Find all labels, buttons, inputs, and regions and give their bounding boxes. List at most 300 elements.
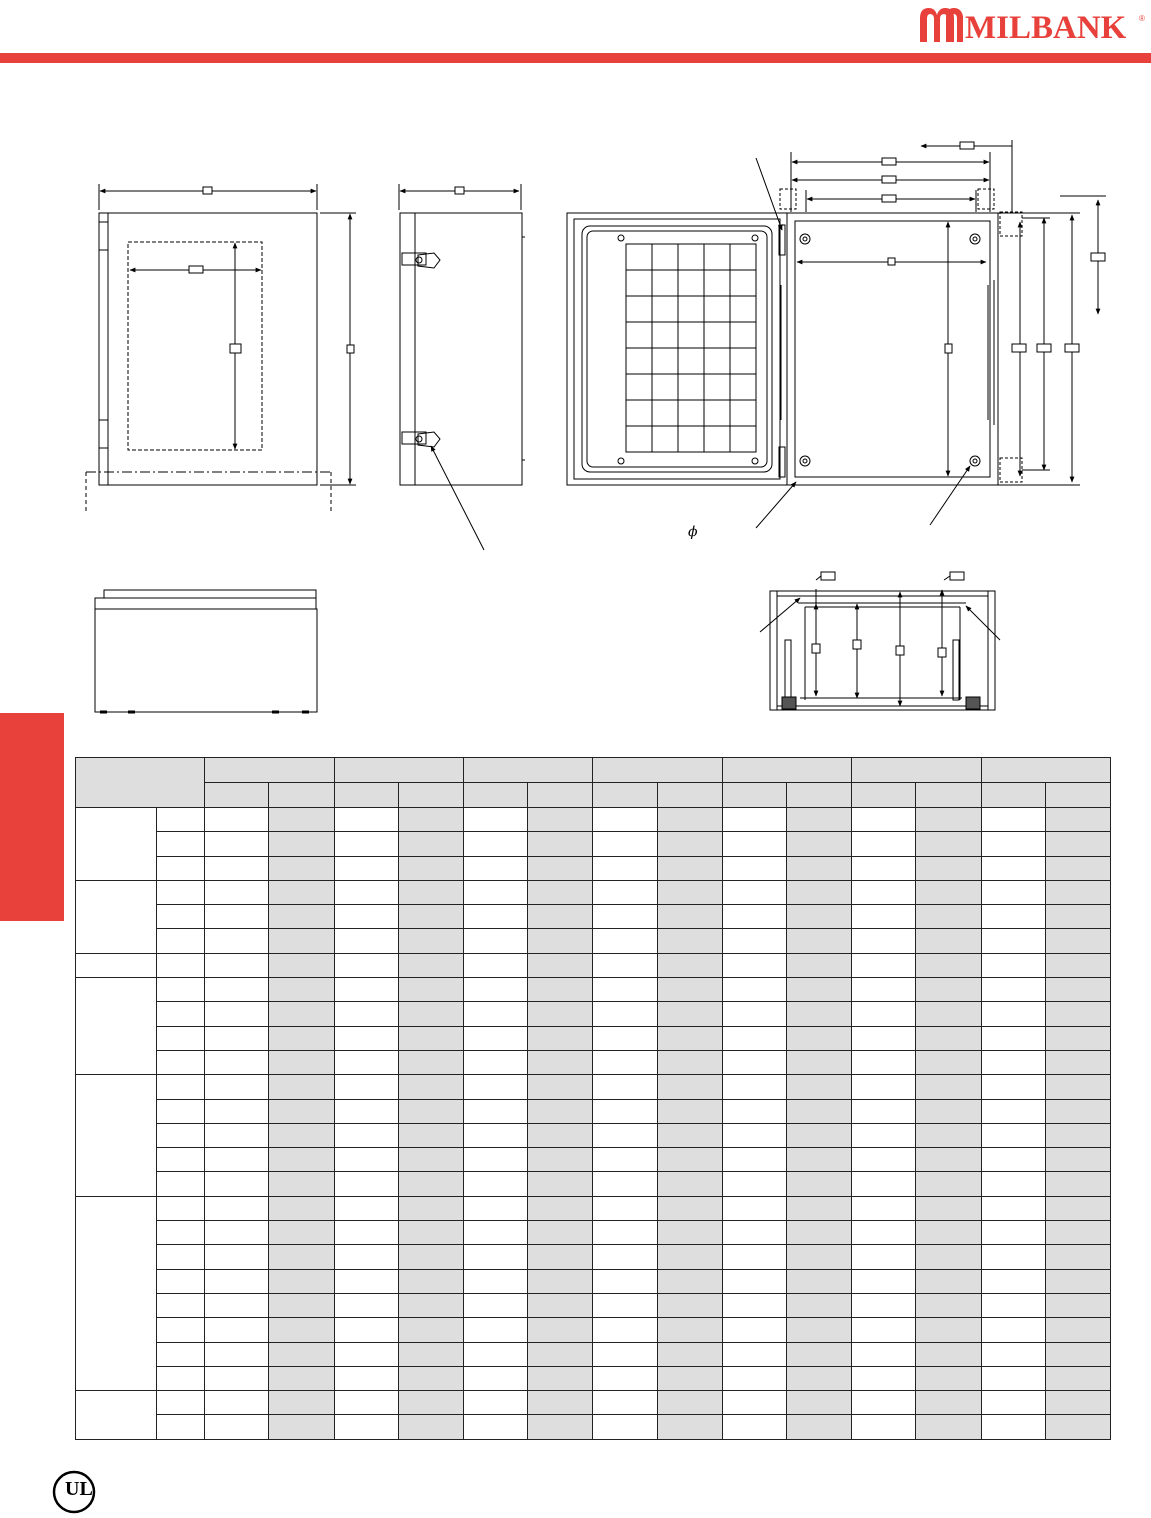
table-cell: [786, 1050, 851, 1074]
table-cell: [1045, 929, 1110, 953]
table-cell: [205, 808, 268, 832]
table-cell: [528, 1050, 593, 1074]
table-cell: [981, 1221, 1045, 1245]
section-tab: [0, 713, 64, 921]
table-cell: [1045, 1123, 1110, 1147]
row-label-cell: [157, 1318, 205, 1342]
table-cell: [528, 832, 593, 856]
table-cell: [786, 880, 851, 904]
table-cell: [786, 1002, 851, 1026]
table-cell: [657, 1269, 722, 1293]
table-cell: [981, 832, 1045, 856]
table-cell: [786, 1245, 851, 1269]
table-cell: [528, 978, 593, 1002]
table-cell: [657, 905, 722, 929]
table-cell: [268, 1415, 334, 1439]
table-cell: [786, 1148, 851, 1172]
table-cell: [916, 1245, 981, 1269]
table-header-row: [76, 758, 1111, 783]
ul-letter-u: UL: [65, 1478, 93, 1500]
table-cell: [916, 1148, 981, 1172]
table-cell: [334, 1342, 398, 1366]
table-cell: [205, 1148, 268, 1172]
table-cell: [722, 978, 786, 1002]
table-cell: [1045, 1196, 1110, 1220]
table-cell: [268, 978, 334, 1002]
table-cell: [916, 1099, 981, 1123]
table-cell: [593, 953, 657, 977]
table-cell: [398, 1415, 463, 1439]
table-cell: [268, 1172, 334, 1196]
table-cell: [593, 880, 657, 904]
table-row: [76, 1026, 1111, 1050]
row-label-cell: [157, 1245, 205, 1269]
table-cell: [398, 1148, 463, 1172]
table-row: [76, 1245, 1111, 1269]
table-cell: [981, 905, 1045, 929]
table-cell: [205, 856, 268, 880]
table-cell: [657, 1391, 722, 1415]
table-cell: [916, 929, 981, 953]
row-label-cell: [157, 929, 205, 953]
table-cell: [852, 1245, 916, 1269]
table-cell: [593, 1050, 657, 1074]
interior-view: [567, 140, 1106, 528]
table-cell: [398, 1391, 463, 1415]
table-cell: [722, 1172, 786, 1196]
table-cell: [981, 1318, 1045, 1342]
table-cell: [268, 1366, 334, 1390]
table-cell: [786, 1293, 851, 1317]
table-cell: [1045, 1221, 1110, 1245]
table-cell: [334, 856, 398, 880]
table-cell: [722, 832, 786, 856]
table-cell: [334, 1415, 398, 1439]
table-cell: [205, 1099, 268, 1123]
table-cell: [593, 1245, 657, 1269]
table-cell: [205, 1245, 268, 1269]
row-label-cell: [157, 1148, 205, 1172]
table-cell: [1045, 856, 1110, 880]
table-cell: [981, 856, 1045, 880]
table-row: [76, 1391, 1111, 1415]
table-cell: [916, 1026, 981, 1050]
table-cell: [205, 1342, 268, 1366]
table-cell: [657, 1099, 722, 1123]
table-cell: [1045, 978, 1110, 1002]
table-cell: [593, 1366, 657, 1390]
table-cell: [268, 1148, 334, 1172]
table-row: [76, 1148, 1111, 1172]
table-cell: [205, 1269, 268, 1293]
table-cell: [786, 1415, 851, 1439]
table-cell: [852, 1123, 916, 1147]
table-row: [76, 953, 1111, 977]
table-cell: [593, 808, 657, 832]
table-cell: [981, 1366, 1045, 1390]
table-cell: [205, 1415, 268, 1439]
table-cell: [593, 1391, 657, 1415]
table-cell: [268, 1342, 334, 1366]
table-cell: [268, 1196, 334, 1220]
column-subheader: [398, 783, 463, 808]
row-label-cell: [157, 880, 205, 904]
table-cell: [981, 1196, 1045, 1220]
table-cell: [722, 1366, 786, 1390]
table-cell: [852, 880, 916, 904]
table-row: [76, 1050, 1111, 1074]
table-cell: [464, 978, 528, 1002]
column-group-header: [464, 758, 593, 783]
table-cell: [398, 953, 463, 977]
table-cell: [916, 808, 981, 832]
table-cell: [657, 1196, 722, 1220]
table-cell: [657, 929, 722, 953]
table-row: [76, 978, 1111, 1002]
table-cell: [593, 1099, 657, 1123]
table-cell: [334, 1293, 398, 1317]
table-cell: [916, 1366, 981, 1390]
table-cell: [722, 1221, 786, 1245]
table-cell: [786, 1269, 851, 1293]
table-cell: [1045, 1391, 1110, 1415]
table-cell: [981, 1415, 1045, 1439]
table-cell: [722, 1391, 786, 1415]
table-row: [76, 1123, 1111, 1147]
table-cell: [205, 1026, 268, 1050]
table-cell: [722, 1099, 786, 1123]
table-cell: [464, 1318, 528, 1342]
table-cell: [593, 1002, 657, 1026]
table-cell: [722, 1245, 786, 1269]
table-cell: [852, 1002, 916, 1026]
table-cell: [916, 1318, 981, 1342]
table-cell: [722, 1123, 786, 1147]
table-cell: [334, 1196, 398, 1220]
table-cell: [852, 1196, 916, 1220]
table-cell: [657, 1075, 722, 1099]
table-cell: [268, 880, 334, 904]
table-cell: [786, 929, 851, 953]
column-subheader: [528, 783, 593, 808]
row-label-cell: [157, 1293, 205, 1317]
table-cell: [398, 1366, 463, 1390]
table-cell: [464, 1269, 528, 1293]
table-cell: [398, 1318, 463, 1342]
table-cell: [852, 929, 916, 953]
table-cell: [657, 1123, 722, 1147]
table-cell: [916, 1391, 981, 1415]
table-cell: [593, 1318, 657, 1342]
column-subheader: [205, 783, 268, 808]
table-row: [76, 1366, 1111, 1390]
table-cell: [334, 1050, 398, 1074]
column-subheader: [334, 783, 398, 808]
table-cell: [334, 1148, 398, 1172]
table-cell: [722, 1026, 786, 1050]
table-cell: [528, 1366, 593, 1390]
table-cell: [916, 856, 981, 880]
table-cell: [722, 880, 786, 904]
spec-table: [75, 757, 1111, 1440]
table-cell: [268, 832, 334, 856]
table-cell: [657, 1293, 722, 1317]
table-cell: [657, 880, 722, 904]
table-cell: [786, 1318, 851, 1342]
table-cell: [657, 1245, 722, 1269]
table-cell: [205, 1196, 268, 1220]
table-cell: [205, 880, 268, 904]
table-cell: [205, 1366, 268, 1390]
row-label-cell: [157, 1342, 205, 1366]
row-label-cell: [157, 1050, 205, 1074]
table-cell: [593, 1342, 657, 1366]
row-label-cell: [157, 1123, 205, 1147]
table-cell: [852, 1099, 916, 1123]
table-cell: [464, 1148, 528, 1172]
row-group-label-cell: [76, 1391, 157, 1440]
table-cell: [1045, 1245, 1110, 1269]
table-cell: [981, 1123, 1045, 1147]
table-row: [76, 880, 1111, 904]
table-cell: [334, 1172, 398, 1196]
table-cell: [722, 1196, 786, 1220]
column-subheader: [981, 783, 1045, 808]
table-cell: [657, 832, 722, 856]
table-cell: [528, 1269, 593, 1293]
table-cell: [786, 1026, 851, 1050]
table-cell: [205, 1002, 268, 1026]
row-label-cell: [157, 978, 205, 1002]
table-corner-cell: [76, 758, 205, 808]
table-cell: [1045, 953, 1110, 977]
table-cell: [981, 1099, 1045, 1123]
table-row: [76, 905, 1111, 929]
table-subheader-row: [76, 783, 1111, 808]
ul-listed-icon: [52, 1470, 96, 1514]
table-cell: [1045, 1172, 1110, 1196]
table-cell: [398, 1196, 463, 1220]
table-cell: [981, 1148, 1045, 1172]
table-cell: [205, 1172, 268, 1196]
table-cell: [981, 1342, 1045, 1366]
table-cell: [528, 1293, 593, 1317]
table-cell: [398, 1123, 463, 1147]
table-cell: [722, 856, 786, 880]
table-cell: [268, 1002, 334, 1026]
table-cell: [1045, 808, 1110, 832]
table-cell: [205, 1318, 268, 1342]
table-cell: [852, 1269, 916, 1293]
diameter-symbol: ϕ: [688, 524, 698, 540]
table-cell: [981, 1172, 1045, 1196]
table-cell: [398, 978, 463, 1002]
table-cell: [464, 1366, 528, 1390]
table-cell: [981, 978, 1045, 1002]
table-cell: [205, 1221, 268, 1245]
row-group-label-cell: [76, 1075, 157, 1196]
table-cell: [593, 1075, 657, 1099]
table-cell: [852, 1148, 916, 1172]
table-cell: [916, 1050, 981, 1074]
table-cell: [268, 1245, 334, 1269]
column-subheader: [852, 783, 916, 808]
table-cell: [528, 1099, 593, 1123]
table-row: [76, 1342, 1111, 1366]
column-subheader: [916, 783, 981, 808]
table-cell: [916, 905, 981, 929]
table-cell: [722, 929, 786, 953]
row-label-cell: [157, 808, 205, 832]
table-cell: [786, 1221, 851, 1245]
table-cell: [398, 1221, 463, 1245]
row-label-cell: [157, 1391, 205, 1415]
table-cell: [528, 1002, 593, 1026]
table-cell: [852, 1050, 916, 1074]
brand-name: MILBANK: [965, 10, 1127, 46]
table-cell: [981, 929, 1045, 953]
table-cell: [916, 978, 981, 1002]
table-cell: [852, 1415, 916, 1439]
table-cell: [657, 1002, 722, 1026]
row-label-cell: [157, 1415, 205, 1439]
section-view: [760, 572, 1000, 710]
table-cell: [464, 880, 528, 904]
table-cell: [528, 953, 593, 977]
table-cell: [981, 1293, 1045, 1317]
table-cell: [398, 1245, 463, 1269]
table-cell: [1045, 1148, 1110, 1172]
table-cell: [528, 1026, 593, 1050]
front-view: [86, 184, 356, 512]
table-cell: [398, 856, 463, 880]
table-cell: [268, 1318, 334, 1342]
table-cell: [981, 1245, 1045, 1269]
table-cell: [334, 1075, 398, 1099]
table-cell: [334, 1026, 398, 1050]
table-cell: [464, 953, 528, 977]
row-label-cell: [157, 856, 205, 880]
table-cell: [1045, 1269, 1110, 1293]
table-cell: [464, 1391, 528, 1415]
table-cell: [593, 1123, 657, 1147]
table-cell: [722, 808, 786, 832]
table-cell: [334, 1221, 398, 1245]
column-subheader: [722, 783, 786, 808]
registered-mark: ®: [1139, 14, 1145, 23]
row-group-label-cell: [76, 808, 157, 881]
table-cell: [464, 856, 528, 880]
table-cell: [398, 929, 463, 953]
table-cell: [398, 1293, 463, 1317]
table-cell: [205, 1075, 268, 1099]
table-cell: [593, 1415, 657, 1439]
table-cell: [593, 1172, 657, 1196]
table-cell: [916, 1075, 981, 1099]
table-cell: [334, 880, 398, 904]
table-cell: [1045, 1002, 1110, 1026]
table-cell: [981, 1075, 1045, 1099]
table-cell: [593, 1293, 657, 1317]
table-cell: [916, 1293, 981, 1317]
table-cell: [528, 1391, 593, 1415]
table-cell: [657, 1415, 722, 1439]
table-cell: [722, 953, 786, 977]
row-label-cell: [157, 1026, 205, 1050]
table-cell: [852, 832, 916, 856]
table-cell: [657, 1221, 722, 1245]
table-cell: [657, 1366, 722, 1390]
table-cell: [268, 929, 334, 953]
row-label-cell: [157, 832, 205, 856]
table-cell: [1045, 832, 1110, 856]
table-cell: [916, 1342, 981, 1366]
table-cell: [268, 1123, 334, 1147]
table-cell: [464, 1245, 528, 1269]
table-row: [76, 1318, 1111, 1342]
table-row: [76, 1099, 1111, 1123]
bottom-view: [95, 590, 317, 712]
column-subheader: [464, 783, 528, 808]
column-group-header: [593, 758, 722, 783]
table-cell: [593, 856, 657, 880]
table-cell: [852, 1342, 916, 1366]
table-row: [76, 1415, 1111, 1439]
table-cell: [1045, 1366, 1110, 1390]
table-cell: [398, 1172, 463, 1196]
table-cell: [852, 1026, 916, 1050]
column-group-header: [334, 758, 463, 783]
table-cell: [657, 1026, 722, 1050]
table-cell: [657, 808, 722, 832]
table-cell: [916, 1123, 981, 1147]
table-cell: [593, 978, 657, 1002]
table-cell: [722, 1342, 786, 1366]
column-group-header: [722, 758, 851, 783]
column-subheader: [786, 783, 851, 808]
table-cell: [464, 1099, 528, 1123]
table-cell: [981, 1269, 1045, 1293]
table-row: [76, 1196, 1111, 1220]
table-cell: [852, 1318, 916, 1342]
table-cell: [786, 808, 851, 832]
table-cell: [657, 953, 722, 977]
row-label-cell: [157, 1002, 205, 1026]
table-cell: [852, 978, 916, 1002]
table-cell: [398, 1342, 463, 1366]
table-cell: [268, 1221, 334, 1245]
table-cell: [464, 1002, 528, 1026]
table-cell: [268, 1050, 334, 1074]
table-cell: [528, 1075, 593, 1099]
table-cell: [657, 1172, 722, 1196]
table-row: [76, 1172, 1111, 1196]
table-cell: [786, 1342, 851, 1366]
table-cell: [398, 905, 463, 929]
table-cell: [981, 808, 1045, 832]
table-cell: [334, 1318, 398, 1342]
table-cell: [981, 1050, 1045, 1074]
table-cell: [786, 1391, 851, 1415]
table-cell: [464, 1293, 528, 1317]
table-cell: [528, 1221, 593, 1245]
table-cell: [205, 978, 268, 1002]
table-row: [76, 832, 1111, 856]
table-row: [76, 1075, 1111, 1099]
table-cell: [398, 880, 463, 904]
table-cell: [334, 953, 398, 977]
table-cell: [528, 808, 593, 832]
